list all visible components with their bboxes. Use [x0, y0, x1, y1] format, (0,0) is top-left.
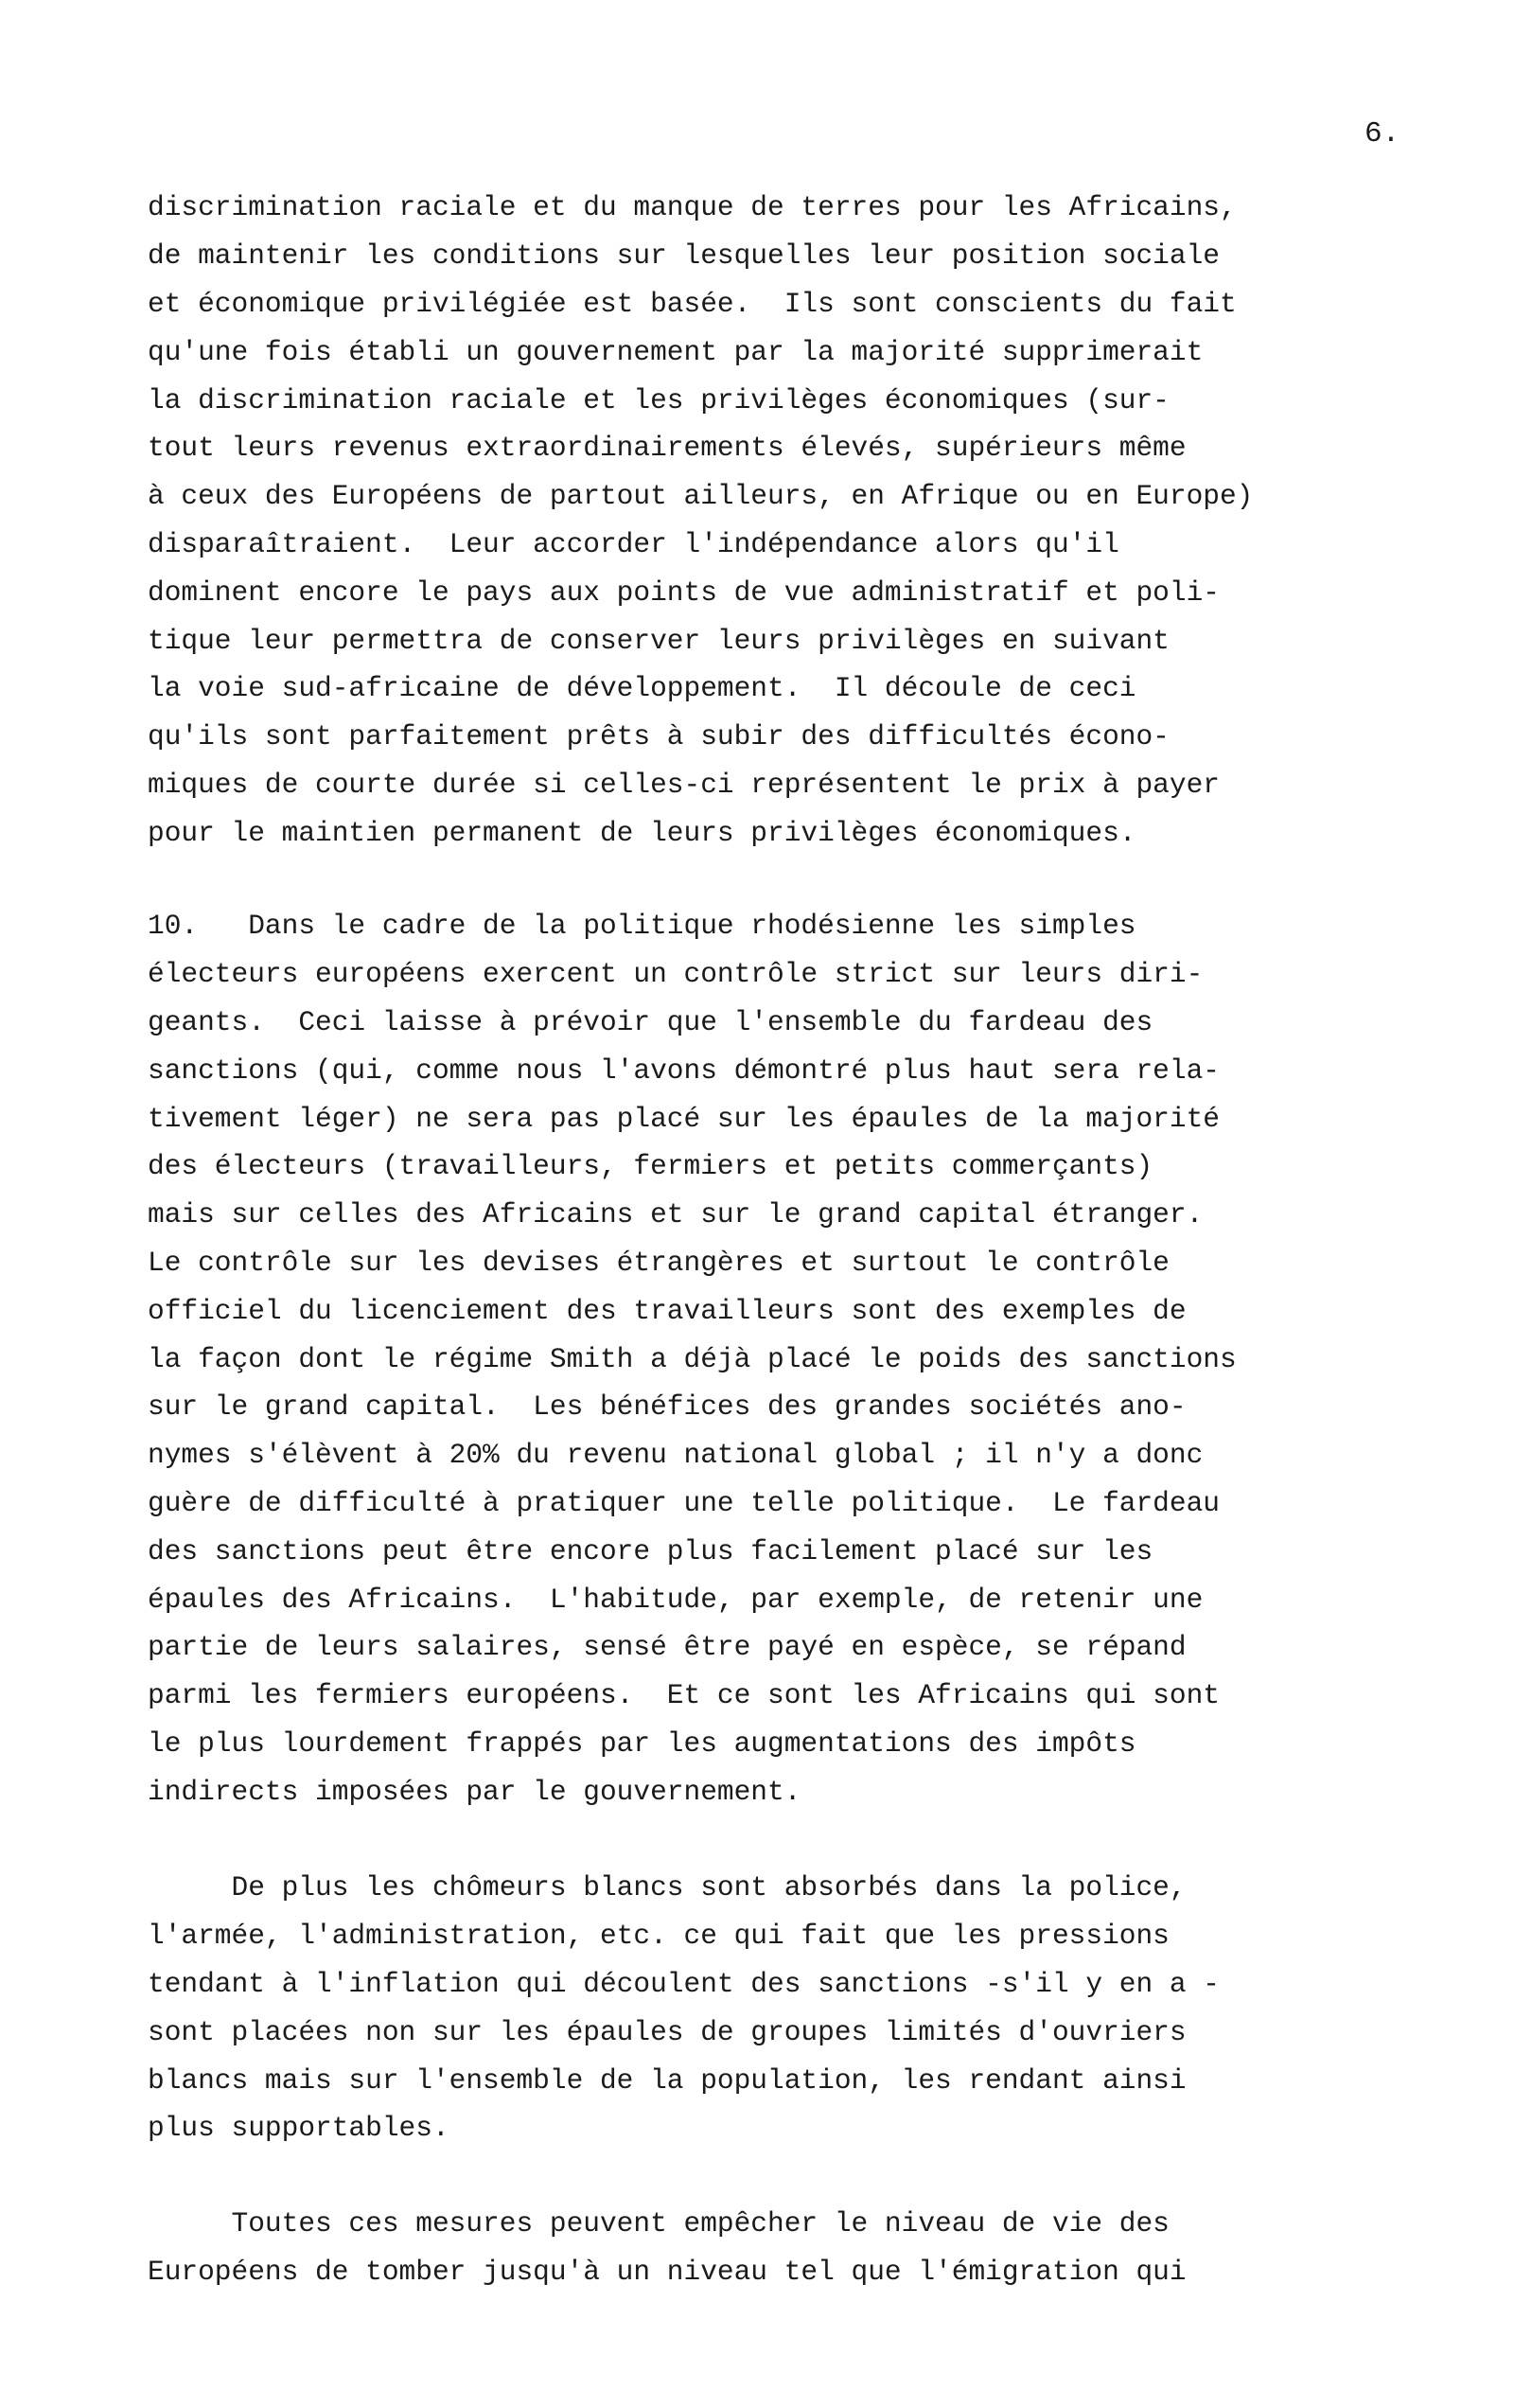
text-line: geants. Ceci laisse à prévoir que l'ensemble du fardeau des [148, 1006, 1153, 1038]
text-line: l'armée, l'administration, etc. ce qui fait que les pressions [148, 1920, 1170, 1952]
text-line: De plus les chômeurs blancs sont absorbés dans la police, [148, 1871, 1187, 1903]
text-line: à ceux des Européens de partout ailleurs, en Afrique ou en Europe) [148, 480, 1254, 512]
text-line: des sanctions peut être encore plus facilement placé sur les [148, 1535, 1153, 1567]
text-line: qu'une fois établi un gouvernement par la majorité supprimerait [148, 336, 1204, 368]
text-line: tendant à l'inflation qui découlent des sanctions -s'il y en a - [148, 1968, 1220, 2000]
text-line: mais sur celles des Africains et sur le grand capital étranger. [148, 1198, 1204, 1231]
text-line: blancs mais sur l'ensemble de la population, les rendant ainsi [148, 2064, 1187, 2097]
text-line: disparaîtraient. Leur accorder l'indépendance alors qu'il [148, 528, 1119, 560]
page-number: 6. [1364, 117, 1400, 150]
text-line: tout leurs revenus extraordinairements élevés, supérieurs même [148, 432, 1187, 464]
text-line: le plus lourdement frappés par les augmentations des impôts [148, 1727, 1136, 1760]
text-line: 10. Dans le cadre de la politique rhodésienne les simples [148, 910, 1136, 942]
text-line: plus supportables. [148, 2112, 449, 2144]
text-line: Toutes ces mesures peuvent empêcher le niveau de vie des [148, 2207, 1170, 2240]
text-line: des électeurs (travailleurs, fermiers et petits commerçants) [148, 1150, 1153, 1182]
text-line: Européens de tomber jusqu'à un niveau tel que l'émigration qui [148, 2256, 1187, 2288]
text-line: indirects imposées par le gouvernement. [148, 1776, 801, 1808]
text-line: de maintenir les conditions sur lesquelles leur position sociale [148, 239, 1220, 272]
text-line: discrimination raciale et du manque de terres pour les Africains, [148, 191, 1237, 223]
text-line: électeurs européens exercent un contrôle strict sur leurs diri- [148, 958, 1204, 990]
text-line: et économique privilégiée est basée. Ils sont conscients du fait [148, 288, 1237, 320]
text-line: partie de leurs salaires, sensé être payé en espèce, se répand [148, 1631, 1187, 1663]
text-line: tique leur permettra de conserver leurs privilèges en suivant [148, 625, 1170, 657]
text-line: Le contrôle sur les devises étrangères et surtout le contrôle [148, 1247, 1170, 1279]
text-line: nymes s'élèvent à 20% du revenu national global ; il n'y a donc [148, 1439, 1204, 1471]
text-line: guère de difficulté à pratiquer une telle politique. Le fardeau [148, 1487, 1220, 1519]
text-line: sur le grand capital. Les bénéfices des grandes sociétés ano- [148, 1390, 1187, 1423]
text-line: la voie sud-africaine de développement. Il découle de ceci [148, 672, 1136, 704]
text-line: sont placées non sur les épaules de groupes limités d'ouvriers [148, 2016, 1187, 2048]
text-line: épaules des Africains. L'habitude, par exemple, de retenir une [148, 1584, 1204, 1616]
text-line: la façon dont le régime Smith a déjà placé le poids des sanctions [148, 1343, 1237, 1375]
text-line: miques de courte durée si celles-ci représentent le prix à payer [148, 769, 1220, 801]
text-line: qu'ils sont parfaitement prêts à subir des difficultés écono- [148, 720, 1170, 752]
text-line: tivement léger) ne sera pas placé sur les épaules de la majorité [148, 1103, 1220, 1135]
text-line: parmi les fermiers européens. Et ce sont les Africains qui sont [148, 1679, 1220, 1711]
text-line: pour le maintien permanent de leurs privilèges économiques. [148, 817, 1136, 849]
text-line: dominent encore le pays aux points de vue administratif et poli- [148, 576, 1220, 609]
text-line: officiel du licenciement des travailleurs sont des exemples de [148, 1295, 1187, 1327]
text-line: sanctions (qui, comme nous l'avons démontré plus haut sera rela- [148, 1054, 1220, 1087]
text-line: la discrimination raciale et les privilèges économiques (sur- [148, 384, 1170, 416]
